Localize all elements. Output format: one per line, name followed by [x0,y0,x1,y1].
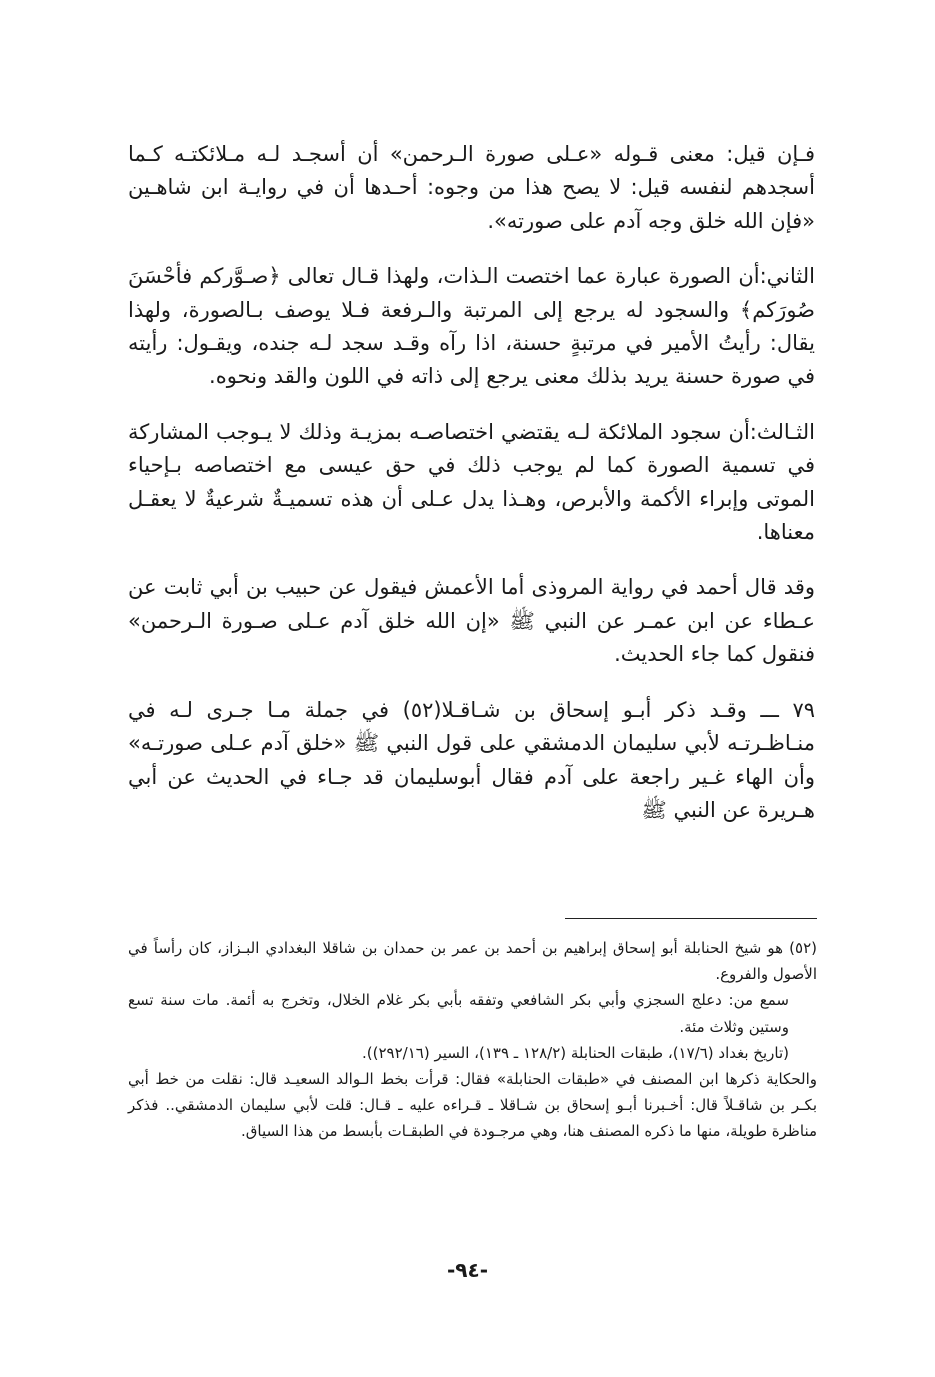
footnote-story: والحكاية ذكرها ابن المصنف في «طبقات الحنابلة» فقال: قرأت بخط الـوالد السعيـد قال: نقلت من خط أبي بكـر بن شاقـلاً قال: أخـبرنا أبـو إسحاق بن شـاقلا ـ قـراءه عليه ـ قـال: قلت لأبي سليمان الدمشقي.. فذكر مناظرة طويلة، منها ما ذكره المصنف هنا، وهي مرجـودة في الطبقـات بأبسط من هذا السياق. [128,1070,817,1141]
paragraph-5: ٧٩ ـــ وقـد ذكر أبـو إسحاق بن شـاقـلا(٥٢) في جملة مـا جـرى لـه في منـاظـرتـه لأبي سليمان الدمشقي على قول النبي ﷺ «خلق آدم عـلى صورتـه» وأن الهاء غـير راجعة على آدم فقال أبوسليمان قد جـاء في الحديث عن أبي هـريرة عن النبي ﷺ [128,697,815,822]
main-text [128,138,815,827]
page-number: -٩٤- [446,1258,489,1282]
paragraph-4: وقد قال أحمد في رواية المروذى أما الأعمش فيقول عن حبيب بن أبي ثابت عن عـطاء عن ابن عمـر عن النبي ﷺ «إن الله خلق آدم عـلى صـورة الـرحمن» فنقول كما جاء الحديث. [128,575,815,667]
footnote-separator [565,918,817,919]
paragraph-1: فـإن قيل: معنى قـوله «عـلى صورة الـرحمن» أن أسجـد لـه مـلائكتـه كـما أسجدهم لنفسه قيل: لا يصح هذا من وجوه: أحـدها أن في روايـة ابن شاهـين «فإن الله خلق وجه آدم على صورته». [128,142,815,233]
footnote-teachers: سمع من: دعلج السجزي وأبي بكر الشافعي وتفقه بأبي بكر غلام الخلال، وتخرج به أئمة. مات سنة تسع وستين وثلاث مئة. [128,991,789,1036]
paragraph-2: الثاني:أن الصورة عبارة عما اختصت الـذات، ولهذا قـال تعالى ﴿صـوَّركم فأحْسَنَ صُورَكم﴾ والسجود له يرجع إلى المرتبة والـرفعة فـلا يوصف بـالصورة، ولهذا يقال: رأيتُ الأمير في مرتبةٍ حسنة، اذا رآه وقـد سجد لـه جنده، ويقـول: رأيته في صورة حسنة يريد بذلك معنى يرجع إلى ذاته في اللون والقد ونحوه. [128,264,815,389]
footnote-sources: (تاريخ بغداد (١٧/٦)، طبقات الحنابلة (١٢٨/٢ ـ ١٣٩)، السير (٢٩٢/١٦)). [362,1043,789,1062]
footnotes [128,935,817,1145]
paragraph-3: الثـالث:أن سجود الملائكة لـه يقتضي اختصاصـه بمزيـة وذلك لا يـوجب المشاركة في تسمية الصورة كما لم يوجب ذلك في حق عيسى مع اختصاصه بـإحياء الموتى وإبراء الأكمة والأبرص، وهـذا يدل عـلى أن هذه تسميـةٌ شرعيةٌ لا يعقـل معناها. [128,419,815,545]
footnote-52: (٥٢) هو شيخ الحنابلة أبو إسحاق إبراهيم بن أحمد بن عمر بن حمدان بن شاقلا البغدادي البـزاز، كان رأساً في الأصول والفروع. [128,939,817,984]
